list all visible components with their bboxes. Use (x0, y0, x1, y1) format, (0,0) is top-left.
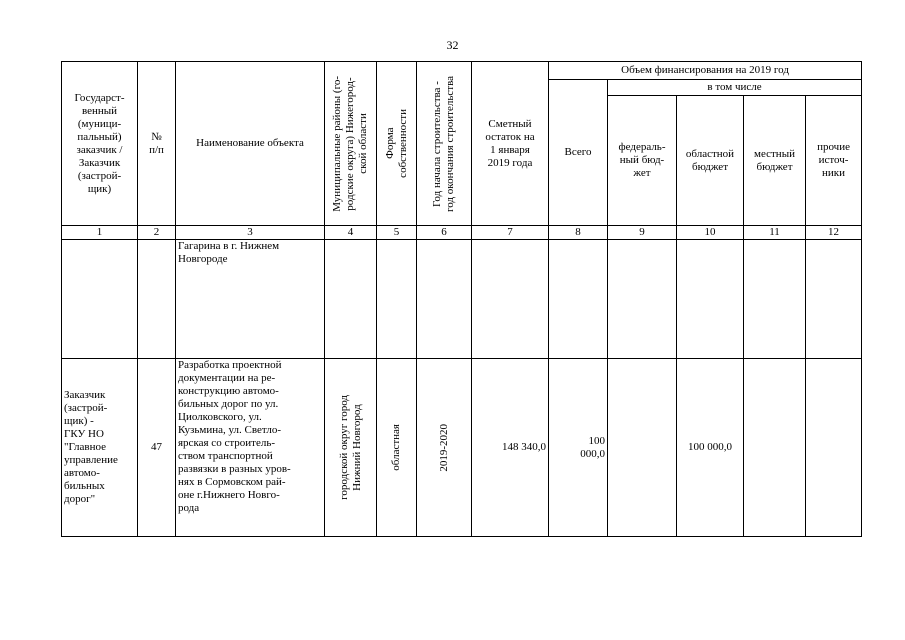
column-number: 11 (744, 226, 806, 240)
cell-object-name: Гагарина в г. Нижнем Новгороде (176, 240, 325, 359)
column-number: 1 (62, 226, 138, 240)
cell-number: 47 (138, 359, 176, 537)
cell-other (806, 359, 862, 537)
cell-years (417, 240, 472, 359)
cell-ownership-text: областная (390, 424, 402, 471)
header-federal: федераль- ный бюд- жет (608, 96, 677, 226)
column-numbers-row (62, 226, 862, 240)
cell-local (744, 359, 806, 537)
cell-district (325, 240, 377, 359)
column-number: 10 (677, 226, 744, 240)
cell-object-name: Разработка проектной документации на ре- конструкцию автомо- бильных дорог по ул. Циолковского, ул. Кузьмина, ул. Светло- ярская со строитель- ством транспортной развязки в разных уров- нях в Сормовском рай- оне г.Нижнего Новго- рода (176, 359, 325, 537)
column-number: 2 (138, 226, 176, 240)
cell-ownership (377, 359, 417, 537)
column-number: 12 (806, 226, 862, 240)
cell-regional (677, 240, 744, 359)
column-number: 8 (549, 226, 608, 240)
cell-federal (608, 359, 677, 537)
cell-regional: 100 000,0 (677, 359, 744, 537)
header-object-name: Наименование объекта (176, 62, 325, 226)
header-estimate: Сметный остаток на 1 января 2019 года (472, 62, 549, 226)
header-districts (325, 62, 377, 226)
column-number: 3 (176, 226, 325, 240)
header-other: прочие источ- ники (806, 96, 862, 226)
cell-estimate: 148 340,0 (472, 359, 549, 537)
cell-years (417, 359, 472, 537)
header-row-1 (62, 62, 862, 80)
cell-customer (62, 240, 138, 359)
cell-estimate (472, 240, 549, 359)
financing-table (61, 61, 862, 537)
header-including: в том числе (608, 80, 862, 96)
header-ownership (377, 62, 417, 226)
page-number: 32 (446, 38, 459, 52)
table-row (62, 359, 862, 537)
header-regional: областной бюджет (677, 96, 744, 226)
header-districts-text: Муниципальные районы (го- родские округа) Нижегород- ской области (331, 75, 369, 212)
column-number: 7 (472, 226, 549, 240)
cell-district-text: городской округ город Нижний Новгород (337, 395, 363, 500)
column-number: 6 (417, 226, 472, 240)
cell-local (744, 240, 806, 359)
header-ownership-text: Форма собственности (383, 109, 409, 178)
header-years-text: Год начала строительства - год окончания строительства (431, 75, 456, 212)
header-local: местный бюджет (744, 96, 806, 226)
cell-district (325, 359, 377, 537)
cell-ownership (377, 240, 417, 359)
header-number: № п/п (138, 62, 176, 226)
header-financing: Объем финансирования на 2019 год (549, 62, 862, 80)
cell-customer: Заказчик (застрой- щик) - ГКУ НО "Главное управление автомо- бильных дорог" (62, 359, 138, 537)
cell-federal (608, 240, 677, 359)
cell-total (549, 240, 608, 359)
cell-years-text: 2019-2020 (437, 423, 450, 472)
column-number: 5 (377, 226, 417, 240)
header-total: Всего (549, 80, 608, 226)
column-number: 4 (325, 226, 377, 240)
header-customer: Государст- венный (муници- пальный) заказчик / Заказчик (застрой- щик) (62, 62, 138, 226)
header-years (417, 62, 472, 226)
cell-total: 100 000,0 (549, 359, 608, 537)
table-row (62, 240, 862, 359)
column-number: 9 (608, 226, 677, 240)
cell-other (806, 240, 862, 359)
cell-number (138, 240, 176, 359)
